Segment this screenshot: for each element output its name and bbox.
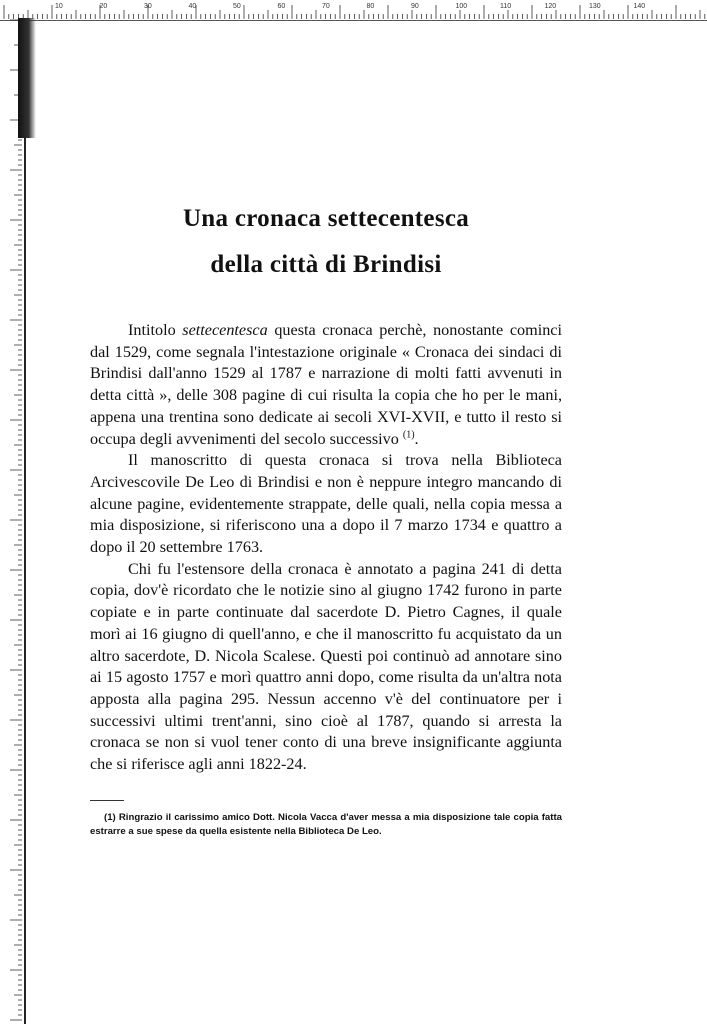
document-title-line-1: Una cronaca settecentesca	[182, 205, 470, 232]
ruler-label: 110	[500, 3, 512, 10]
ruler-label: 90	[411, 3, 419, 10]
paragraph-3: Chi fu l'estensore della cronaca è annotato a pagina 241 di detta copia, dov'è ricordato che le notizie sino al giugno 1742 furono in parte copiate e in parte continuate dal sacerdote D. Pietro Cagnes, il quale morì ai 16 giugno di quell'anno, e che il manoscritto fu acquistato da un altro sacerdote, D. Nicola Scalese. Questi poi continuò ad annotare sino ai 15 agosto 1757 e morì quattro anni dopo, come risulta da un'altra nota apposta alla pagina 295. Nessun accenno v'è del continuatore per i successivi ultimi trent'anni, sino cioè al 1787, quando si arresta la cronaca se non si vuol tener conto di una breve insignificante aggiunta che si riferisce agli anni 1822-24.	[90, 559, 562, 774]
paragraph-2: Il manoscritto di questa cronaca si trova nella Biblioteca Arcivescovile De Leo di Brindisi e non è neppure integro mancando di alcune pagine, evidentemente strappate, delle quali, nella copia messa a mia disposizione, si riferiscono una a dopo il 7 marzo 1734 e quattro a dopo il 20 settembre 1763.	[90, 451, 562, 557]
ruler-label: 50	[233, 3, 241, 10]
ruler-label: 130	[589, 3, 601, 10]
paragraph-1-start: Intitolo	[128, 321, 183, 339]
scan-edge-shadow	[18, 18, 36, 138]
top-ruler	[0, 0, 707, 21]
document-page	[90, 196, 562, 839]
left-ruler-ticks	[0, 18, 24, 1024]
document-title-line-2: della città di Brindisi	[210, 251, 442, 278]
paragraph-1-italic: settecentesca	[182, 321, 268, 339]
ruler-label: 120	[544, 3, 557, 10]
ruler-label: 140	[633, 3, 646, 10]
ruler-label: 30	[144, 3, 152, 10]
ruler-label: 70	[322, 3, 330, 10]
paragraph-1-rest: questa cronaca perchè, nonostante cominci dal 1529, come segnala l'intestazione originale « Cronaca dei sindaci di Brindisi dall'anno 1529 al 1787 e narrazione di molti fatti avvenuti in detta città », delle 308 pagine di cui risulta la copia che ho per le mani, appena una trentina sono dedicate ai secoli XVI-XVII, e tutto il resto si occupa degli avvenimenti del secolo successivo	[90, 321, 562, 448]
ruler-label: 40	[188, 3, 197, 10]
ruler-label: 20	[99, 3, 108, 10]
left-ruler	[0, 18, 26, 1024]
ruler-label: 10	[55, 3, 63, 10]
ruler-label: 60	[277, 3, 286, 10]
paragraph-1-end: .	[414, 429, 419, 448]
document-body	[90, 320, 562, 776]
ruler-label: 100	[455, 3, 468, 10]
footnote-reference[interactable]: (1)	[402, 429, 415, 441]
top-ruler-ticks	[0, 0, 707, 20]
footnote-divider	[90, 800, 124, 801]
footnote: (1) Ringrazio il carissimo amico Dott. Nicola Vacca d'aver messa a mia disposizione tale copia fatta estrarre a sue spese da quella esistente nella Biblioteca De Leo.	[90, 811, 562, 837]
paragraph-1	[90, 320, 562, 450]
ruler-label: 80	[366, 3, 375, 10]
